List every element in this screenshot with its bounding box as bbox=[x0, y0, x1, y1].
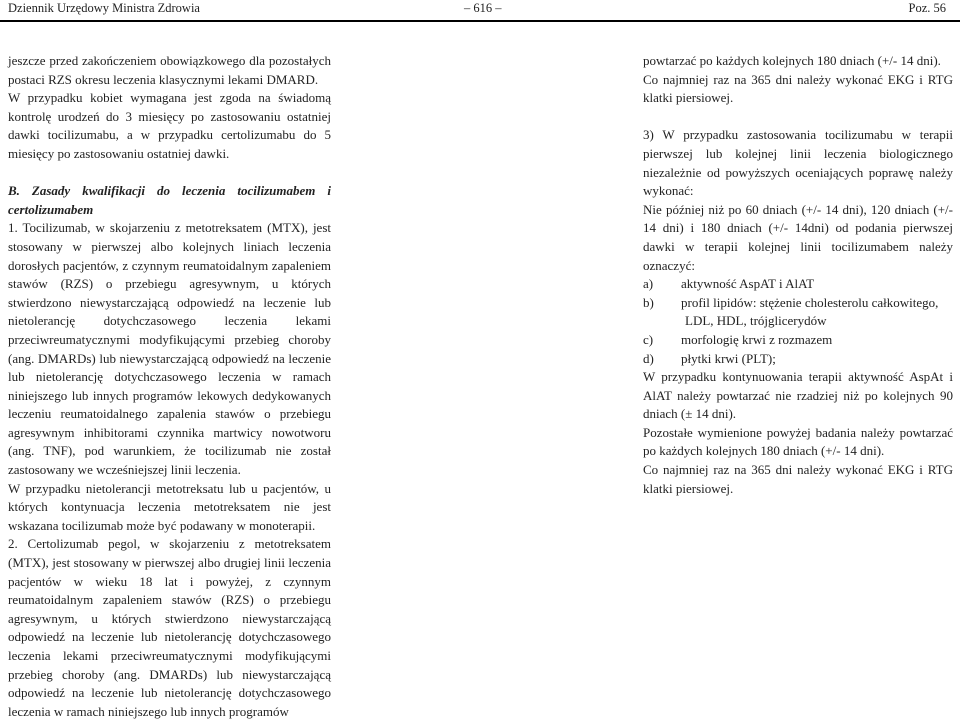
list-marker: c) bbox=[643, 331, 654, 347]
header-divider bbox=[0, 20, 960, 22]
paragraph: W przypadku nietolerancji metotreksatu lub u pacjentów, u których kontynuacja leczenia metotreksatem nie jest wskazana tocilizumab może być podawany w monoterapii. bbox=[8, 480, 331, 533]
paragraph: Co najmniej raz na 365 dni należy wykonać EKG i RTG klatki piersiowej. bbox=[643, 462, 953, 496]
paragraph: powtarzać po każdych kolejnych 180 dniach (+/- 14 dni). bbox=[643, 53, 941, 68]
list-text: morfologię krwi z rozmazem bbox=[681, 331, 833, 347]
page-number: – 616 – bbox=[464, 1, 502, 15]
paragraph: W przypadku kobiet wymagana jest zgoda na świadomą kontrolę urodzeń do 3 miesięcy po zastosowaniu ostatniej dawki tocilizumabu, a w przypadku certolizumabu do 5 miesięcy po zastosowaniu ostatniej dawki. bbox=[8, 90, 331, 161]
left-column bbox=[8, 52, 331, 721]
paragraph: Co najmniej raz na 365 dni należy wykonać EKG i RTG klatki piersiowej. bbox=[643, 71, 953, 106]
list-marker: a) bbox=[643, 276, 654, 292]
spacer bbox=[643, 108, 953, 127]
list-text: płytki krwi (PLT); bbox=[681, 350, 776, 366]
right-column bbox=[643, 52, 953, 498]
list-continuation: LDL, HDL, trójglicerydów bbox=[685, 313, 827, 329]
paragraph: 3) W przypadku zastosowania tocilizumabu w terapii pierwszej lub kolejnej linii leczenia biologicznego niezależnie od powyższych oceniających poprawę należy wykonać: bbox=[643, 127, 953, 199]
list-item bbox=[643, 294, 953, 313]
paragraph: Pozostałe wymienione powyżej badania należy powtarzać po każdych kolejnych 180 dniach (+/- 14 dni). bbox=[643, 424, 953, 459]
spacer bbox=[8, 164, 331, 183]
list-text: aktywność AspAT i AlAT bbox=[681, 276, 815, 292]
list-marker: b) bbox=[643, 294, 654, 310]
paragraph: W przypadku kontynuowania terapii aktywność AspAt i AlAT należy powtarzać nie rzadziej niż po kolejnych 90 dniach (± 14 dni). bbox=[643, 369, 953, 422]
paragraph: jeszcze przed zakończeniem obowiązkowego dla pozostałych postaci RZS okresu leczenia klasycznymi lekami DMARD. bbox=[8, 53, 331, 87]
paragraph: 1. Tocilizumab, w skojarzeniu z metotreksatem (MTX), jest stosowany w pierwszej albo kolejnych liniach leczenia dorosłych pacjentów, z czynnym reumatoidalnym zapaleniem stawów (RZS) o przebiegu agresywnym, u których stwierdzono niewystarczającą odpowiedź na leczenie lub nietolerancję dotychczasowego leczenia lekami przeciwreumatycznymi modyfikującymi przebieg choroby (ang. DMARDs) lub niewystarczającą odpowiedź na leczenie lub nietolerancję dotychczasowego leczenia w ramach niniejszego lub innych programów lekowych dedykowanych leczeniu reumatoidalnego zapalenia stawów o przebiegu agresywnym inhibitorami czynnika martwicy nowotworu (ang. TNF), pod warunkiem, że tocilizumab nie został zastosowany we wcześniejszej linii leczenia. bbox=[8, 220, 331, 478]
section-heading: B. Zasady kwalifikacji do leczenia tocilizumabem i certolizumabem bbox=[8, 183, 331, 217]
list-item bbox=[643, 350, 953, 369]
paragraph: Nie później niż po 60 dniach (+/- 14 dni), 120 dniach (+/- 14 dni) i 180 dniach (+/- 14dni) od podania pierwszej dawki w terapii kolejnej linii tocilizumabem należy oznaczyć: bbox=[643, 201, 953, 273]
list-item bbox=[643, 331, 953, 350]
list-text: profil lipidów: stężenie cholesterolu całkowitego, bbox=[681, 294, 939, 310]
publication-title: Dziennik Urzędowy Ministra Zdrowia bbox=[8, 1, 200, 15]
position-number: Poz. 56 bbox=[908, 1, 946, 15]
list-marker: d) bbox=[643, 350, 654, 366]
list-item bbox=[643, 275, 953, 294]
paragraph: 2. Certolizumab pegol, w skojarzeniu z metotreksatem (MTX), jest stosowany w pierwszej albo drugiej linii leczenia pacjentów w wieku 18 lat i powyżej, z czynnym reumatoidalnym zapaleniem stawów (RZS) o przebiegu agresywnym, u których stwierdzono niewystarczającą odpowiedź na leczenie lub nietolerancję dotychczasowego leczenia lekami przeciwreumatycznymi modyfikującymi przebieg choroby (ang. DMARDs) lub niewystarczającą odpowiedź na leczenie lub nietolerancję dotychczasowego leczenia w ramach niniejszego lub innych programów bbox=[8, 536, 331, 719]
page-header bbox=[0, 0, 960, 20]
